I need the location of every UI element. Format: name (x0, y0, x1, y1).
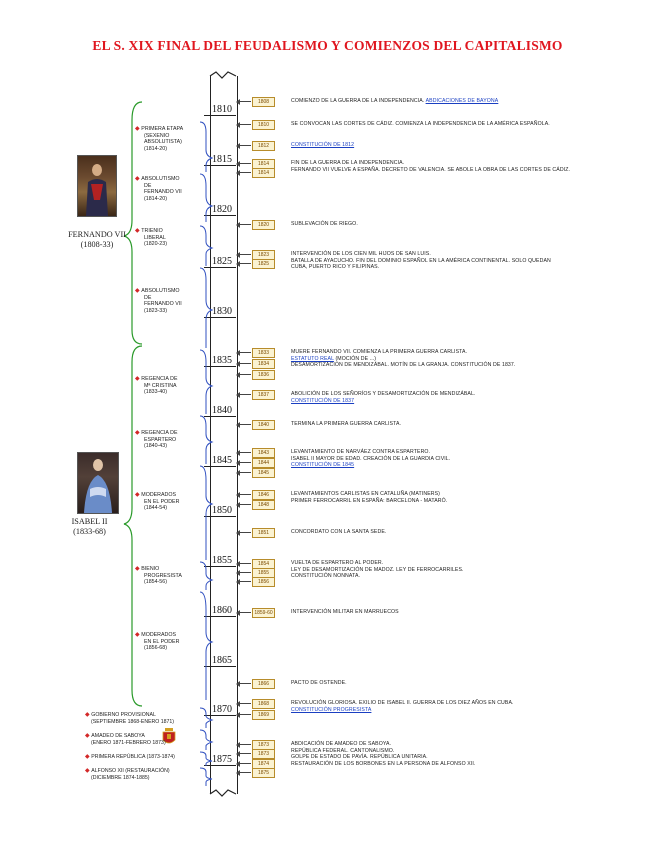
description-line: PRIMER FERROCARRIL EN ESPAÑA: BARCELONA - MATARÓ. (291, 497, 448, 504)
king-years: (1833-68) (73, 526, 106, 536)
reign-period-line: ESPARTERO (144, 436, 177, 443)
document-link[interactable]: CONSTITUCIÓN DE 1845 (291, 462, 355, 468)
reign-period-line: ◆ REGENCIA DE (135, 430, 178, 436)
diamond-bullet-icon: ◆ (135, 288, 142, 294)
description-line: FIN DE LA GUERRA DE LA INDEPENDENCIA. (291, 160, 405, 166)
description-line: MUERE FERNANDO VII. COMIENZA LA PRIMERA GUERRA CARLISTA. (291, 349, 468, 355)
diamond-bullet-icon: ◆ (85, 733, 92, 739)
reign-period-line: ◆ ABSOLUTISMO (135, 176, 180, 182)
year-label: 1850 (212, 505, 232, 516)
document-link[interactable]: CONSTITUCIÓN DE 1837 (291, 397, 355, 404)
reign-period-line: DE (144, 182, 152, 189)
year-label: 1855 (212, 555, 232, 566)
fernando-vii-portrait (77, 155, 117, 217)
event-year-badge: 1840 (252, 420, 275, 430)
description-line: CUBA, PUERTO RICO Y FILIPINAS. (291, 264, 380, 270)
description-line: DESAMORTIZACIÓN DE MENDIZÁBAL. MOTÍN DE LA GRANJA. CONSTITUCIÓN DE 1837. (291, 362, 516, 368)
diamond-bullet-icon: ◆ (135, 376, 142, 382)
diamond-bullet-icon: ◆ (85, 754, 92, 760)
event-year-badge: 1874 (252, 759, 275, 769)
reign-period-line: PROGRESISTA (144, 572, 182, 579)
event-year-badge: 1873 (252, 740, 275, 750)
reign-period-line: ◆ MODERADOS (135, 632, 177, 638)
description-line: VUELTA DE ESPARTERO AL PODER. (291, 560, 384, 566)
reign-period-line: (1840-43) (144, 443, 167, 450)
isabel-ii-portrait (77, 452, 119, 514)
event-year-badge: 1825 (252, 259, 275, 269)
description-line: GOLPE DE ESTADO DE PAVÍA. REPÚBLICA UNITARIA. (291, 754, 428, 760)
year-label: 1870 (212, 704, 232, 715)
year-label: 1815 (212, 154, 232, 165)
reign-period-line: (1844-54) (144, 505, 167, 512)
document-link[interactable]: CONSTITUCIÓN DE 1812 (291, 142, 355, 148)
reign-name: ALFONSO XII (RESTAURACIÓN) (91, 768, 170, 774)
reign-period-line: EN EL PODER (144, 498, 180, 505)
reign-period-line: FERNANDO VII (144, 301, 182, 308)
reign-period-line: LIBERAL (144, 234, 166, 241)
bottom-reign-period (85, 768, 170, 781)
reign-period-line: FERNANDO VII (144, 189, 182, 196)
bottom-reign-period (85, 712, 174, 725)
reign-dates: (ENERO 1871-FEBRERO 1873) (91, 739, 166, 746)
event-year-badge: 1844 (252, 458, 275, 468)
event-year-badge: 1848 (252, 500, 275, 510)
event-year-badge: 1814 (252, 168, 275, 178)
reign-dates: (SEPTIEMBRE 1868-ENERO 1871) (91, 718, 175, 725)
reign-period-line: (1833-40) (144, 389, 167, 396)
event-year-badge: 1875 (252, 768, 275, 778)
year-label: 1875 (212, 754, 232, 765)
diamond-bullet-icon: ◆ (135, 566, 142, 572)
page-title: EL S. XIX FINAL DEL FEUDALISMO Y COMIENZOS DEL CAPITALISMO (92, 38, 563, 53)
year-label: 1865 (212, 655, 232, 666)
reign-period-line: DE (144, 294, 152, 301)
document-link[interactable]: ABDICACIONES DE BAYONA (425, 98, 499, 104)
reign-period-line: ◆ REGENCIA DE (135, 376, 178, 382)
reign-dates: (DICIEMBRE 1874-1885) (91, 774, 150, 781)
reign-period-line: ◆ MODERADOS (135, 492, 177, 498)
year-label: 1860 (212, 605, 232, 616)
diamond-bullet-icon: ◆ (135, 126, 142, 132)
reign-period-line: Mª CRISTINA (144, 382, 177, 389)
description-line: PACTO DE OSTENDE. (291, 680, 347, 686)
fernando-vii-label (67, 230, 127, 249)
reign-period-line: (1820-23) (144, 241, 167, 248)
description-line: LEVANTAMIENTO DE NARVÁEZ CONTRA ESPARTERO. (291, 449, 431, 455)
description-line: SUBLEVACIÓN DE RIEGO. (291, 221, 358, 227)
diamond-bullet-icon: ◆ (135, 228, 142, 234)
king-name: FERNANDO VII (68, 230, 126, 239)
diamond-bullet-icon: ◆ (135, 176, 142, 182)
description-line: REPÚBLICA FEDERAL. CANTONALISMO. (291, 747, 395, 754)
description-line: ISABEL II MAYOR DE EDAD. CREACIÓN DE LA GUARDIA CIVIL. (291, 455, 451, 462)
year-label: 1820 (212, 204, 232, 215)
event-year-badge: 1836 (252, 370, 275, 380)
description-line: CONCORDATO CON LA SANTA SEDE. (291, 529, 387, 535)
event-year-badge: 1837 (252, 390, 275, 400)
diamond-bullet-icon: ◆ (135, 430, 142, 436)
description-line: LEY DE DESAMORTIZACIÓN DE MADOZ. LEY DE FERROCARRILES. (291, 566, 464, 573)
description-line: SE CONVOCAN LAS CORTES DE CÁDIZ. COMIENZA LA INDEPENDENCIA DE LA AMÉRICA ESPAÑOLA. (291, 121, 550, 127)
event-year-badge: 1843 (252, 448, 275, 458)
year-label: 1810 (212, 104, 232, 115)
event-year-badge: 1846 (252, 490, 275, 500)
description-line: LEVANTAMIENTOS CARLISTAS EN CATALUÑA (MATINERS) (291, 491, 441, 497)
event-year-badge: 1869 (252, 710, 275, 720)
reign-period-line: ABSOLUTISTA) (144, 139, 182, 146)
king-name: ISABEL II (71, 517, 108, 526)
event-year-badge: 1820 (252, 220, 275, 230)
year-label: 1835 (212, 355, 232, 366)
reign-period-line: ◆ ABSOLUTISMO (135, 288, 180, 294)
event-year-badge: 1855 (252, 568, 275, 578)
description-line: FERNANDO VII VUELVE A ESPAÑA. DECRETO DE VALENCIA. SE ABOLE LA OBRA DE LAS CORTES DE CÁDIZ. (291, 166, 571, 173)
year-label: 1840 (212, 405, 232, 416)
event-year-badge: 1833 (252, 348, 275, 358)
bottom-reign-period (85, 733, 166, 746)
description-line: ABDICACIÓN DE AMADEO DE SABOYA. (291, 741, 392, 747)
year-label: 1830 (212, 306, 232, 317)
event-year-badge: 1814 (252, 159, 275, 169)
event-year-badge: 1851 (252, 528, 275, 538)
document-link[interactable]: CONSTITUCIÓN PROGRESISTA (291, 706, 372, 713)
isabel-ii-label (67, 517, 112, 536)
description-line: RESTAURACIÓN DE LOS BORBONES EN LA PERSONA DE ALFONSO XII. (291, 760, 476, 767)
description-line: ESTATUTO REAL (MOCIÓN DE ...) (291, 355, 377, 362)
reign-name: PRIMERA REPÚBLICA (1873-1874) (91, 754, 175, 760)
diamond-bullet-icon: ◆ (85, 712, 92, 718)
event-year-badge: 1856 (252, 577, 275, 587)
reign-name: GOBIERNO PROVISIONAL (91, 712, 156, 718)
description-line: ABOLICIÓN DE LOS SEÑORÍOS Y DESAMORTIZACIÓN DE MENDIZÁBAL. (291, 391, 476, 397)
reign-period-line: (1814-20) (144, 195, 167, 202)
diamond-bullet-icon: ◆ (85, 768, 92, 774)
reign-name: AMADEO DE SABOYA (91, 733, 145, 739)
description-line: CONSTITUCIÓN NONNATA. (291, 573, 361, 579)
event-year-badge: 1859-60 (252, 608, 275, 618)
description-line: TERMINA LA PRIMERA GUERRA CARLISTA. (291, 421, 402, 427)
diamond-bullet-icon: ◆ (135, 492, 142, 498)
event-year-badge: 1873 (252, 749, 275, 759)
event-year-badge: 1808 (252, 97, 275, 107)
event-year-badge: 1866 (252, 679, 275, 689)
bottom-reign-period (85, 754, 175, 761)
reign-period-line: EN EL PODER (144, 638, 180, 645)
event-year-badge: 1810 (252, 120, 275, 130)
event-year-badge: 1868 (252, 699, 275, 709)
description-line: INTERVENCIÓN MILITAR EN MARRUECOS (291, 609, 399, 615)
reign-period-line: ◆ PRIMERA ETAPA (135, 126, 184, 132)
year-label: 1825 (212, 256, 232, 267)
event-year-badge: 1834 (252, 359, 275, 369)
description-line: INTERVENCIÓN DE LOS CIEN MIL HIJOS DE SAN LUIS. (291, 251, 431, 257)
document-link[interactable]: ESTATUTO REAL (291, 355, 334, 362)
description-line: BATALLA DE AYACUCHO. FIN DEL DOMINIO ESPAÑOL EN LA AMÉRICA CONTINENTAL. SOLO QUEDAN (291, 257, 551, 264)
description-line: COMIENZO DE LA GUERRA DE LA INDEPENDENCIA. ABDICACIONES DE BAYONA (291, 98, 499, 104)
reign-period-line: (1856-68) (144, 645, 167, 652)
event-year-badge: 1854 (252, 559, 275, 569)
event-year-badge: 1845 (252, 468, 275, 478)
reign-period-line: ◆ BIENIO (135, 566, 160, 572)
year-label: 1845 (212, 455, 232, 466)
king-years: (1808-33) (80, 239, 114, 249)
description-line: REVOLUCIÓN GLORIOSA. EXILIO DE ISABEL II. GUERRA DE LOS DIEZ AÑOS EN CUBA. (291, 700, 514, 706)
reign-period-line: ◆ TRIENIO (135, 228, 163, 234)
event-year-badge: 1812 (252, 141, 275, 151)
event-year-badge: 1823 (252, 250, 275, 260)
reign-period-line: (1823-33) (144, 307, 167, 314)
reign-period-line: (1814-20) (144, 145, 167, 152)
diamond-bullet-icon: ◆ (135, 632, 142, 638)
reign-period-line: (SEXENIO (144, 132, 170, 139)
reign-period-line: (1854-56) (144, 579, 167, 586)
